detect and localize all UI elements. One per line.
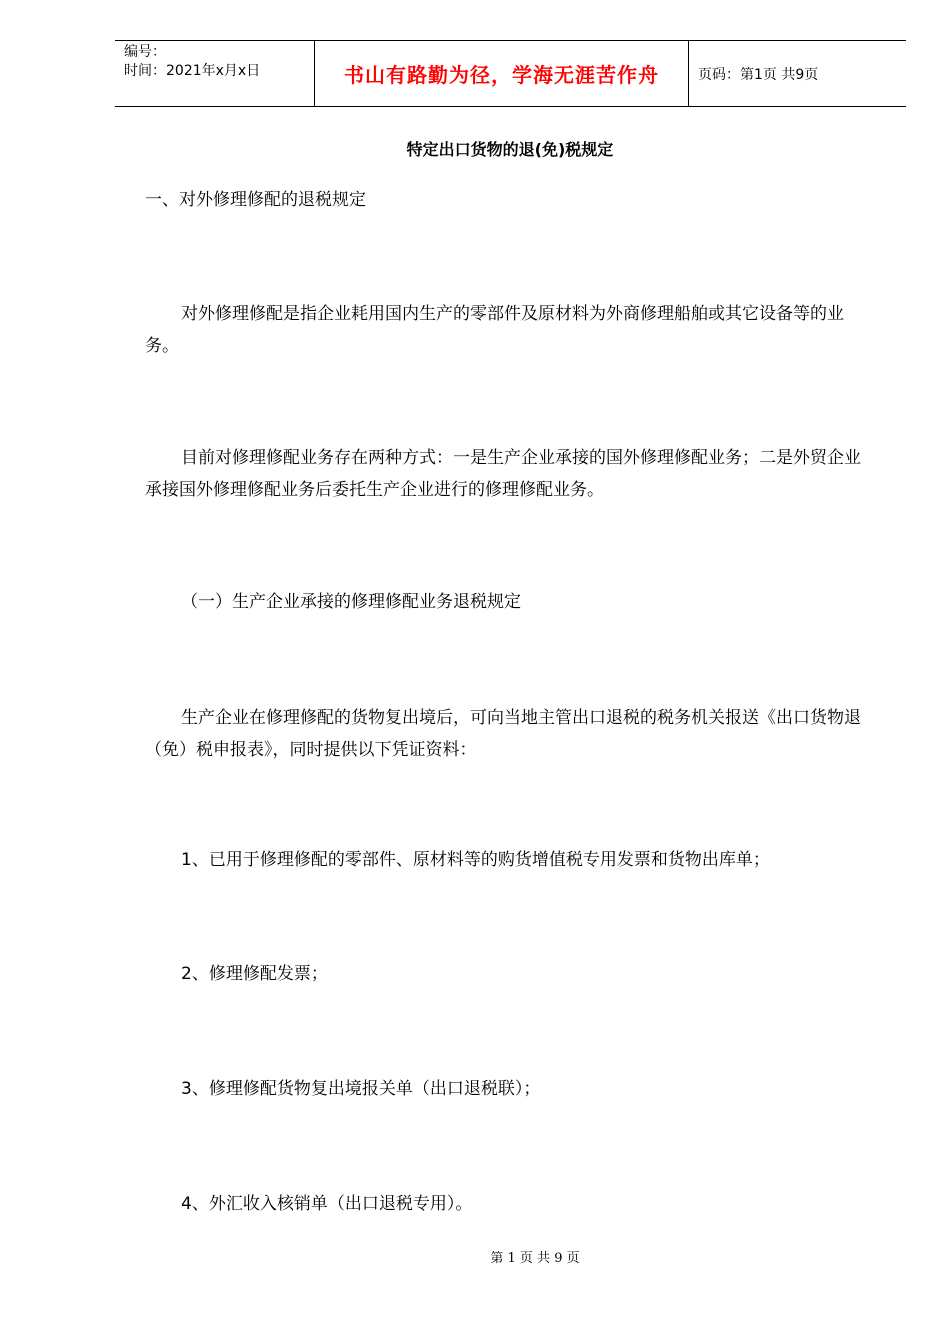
subsection-heading: （一）生产企业承接的修理修配业务退税规定 [181,592,521,612]
header-page-number: 页码：第1页 共9页 [698,66,819,83]
section-heading: 一、对外修理修配的退税规定 [145,190,366,210]
paragraph: 对外修理修配是指企业耗用国内生产的零部件及原材料为外商修理船舶或其它设备等的业务。 [145,304,844,356]
paragraph: 生产企业在修理修配的货物复出境后，可向当地主管出口退税的税务机关报送《出口货物退（免）税申报表》，同时提供以下凭证资料： [145,708,861,760]
document-header [115,40,906,107]
paragraph: 目前对修理修配业务存在两种方式：一是生产企业承接的国外修理修配业务；二是外贸企业承接国外修理修配业务后委托生产企业进行的修理修配业务。 [145,448,861,500]
document-title: 特定出口货物的退(免)税规定 [406,140,614,159]
document-time-label: 时间：2021年x月x日 [124,63,261,79]
list-item: 2、修理修配发票； [181,964,328,984]
page-footer: 第 1 页 共 9 页 [490,1251,580,1266]
header-motto: 书山有路勤为径，学海无涯苦作舟 [315,41,689,106]
header-meta [115,41,315,106]
list-item: 4、外汇收入核销单（出口退税专用）。 [181,1194,473,1214]
list-item: 3、修理修配货物复出境报关单（出口退税联）； [181,1079,541,1099]
document-number-label: 编号： [124,44,166,60]
list-item: 1、已用于修理修配的零部件、原材料等的购货增值税专用发票和货物出库单； [181,850,770,870]
